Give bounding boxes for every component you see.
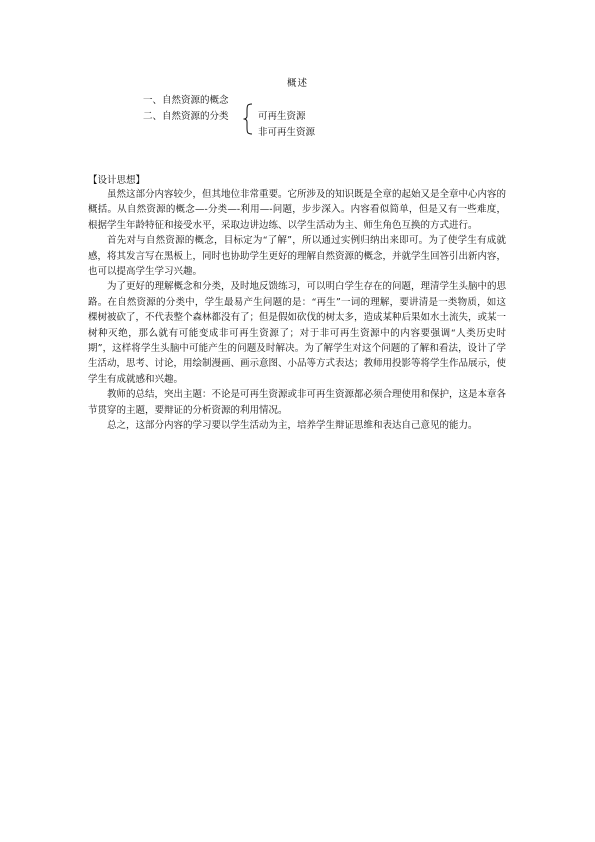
paragraph: 为了更好的理解概念和分类，及时地反馈练习，可以明白学生存在的问题，理清学生头脑中的思路。在自然资源的分类中，学生最易产生问题的是：“再生”一词的理解，要讲清是一类物质，如这棵树被砍了，不代表整个森林都没有了；但是假如砍伐的树太多，造成某种后果如水土流失，或某一树种灭绝，那么就有可能变成非可再生资源了；对于非可再生资源中的内容要强调“人类历史时期”，这样将学生头脑中可能产生的问题及时解决。为了解学生对这个问题的了解和看法，设计了学生活动，思考、讨论，用绘制漫画、画示意图、小品等方式表达；教师用投影等将学生作品展示，使学生有成就感和兴趣。 <box>88 281 507 385</box>
paragraph: 首先对与自然资源的概念，目标定为“了解”，所以通过实例归纳出来即可。为了使学生有成就感，将其发言写在黑板上，同时也协助学生更好的理解自然资源的概念，并就学生回答引出新内容，也可以提高学生学习兴趣。 <box>88 235 507 278</box>
page-title: 概述 <box>286 78 308 89</box>
outline-subitem-renewable: 可再生资源 <box>258 111 306 122</box>
outline-item-classification: 二、自然资源的分类 <box>143 111 229 122</box>
outline-subitem-nonrenewable: 非可再生资源 <box>258 127 316 138</box>
outline-item-concept: 一、自然资源的概念 <box>143 95 229 106</box>
section-heading: 【设计思想】 <box>88 175 146 186</box>
paragraph: 虽然这部分内容较少，但其地位非常重要。它所涉及的知识既是全章的起始又是全章中心内容的概括。从自然资源的概念—-分类—-利用—-问题，步步深入。内容看似简单，但是又有一些难度，根据学生年龄特征和接受水平，采取边讲边练、以学生活动为主、师生角色互换的方式进行。 <box>88 189 507 231</box>
paragraph: 教师的总结，突出主题：不论是可再生资源或非可再生资源都必须合理使用和保护，这是本章各节贯穿的主题，要辩证的分析资源的利用情况。 <box>88 389 507 416</box>
paragraph: 总之，这部分内容的学习要以学生活动为主，培养学生辩证思维和表达自己意见的能力。 <box>107 420 478 432</box>
body-text <box>88 187 506 434</box>
left-brace-icon <box>242 103 254 135</box>
